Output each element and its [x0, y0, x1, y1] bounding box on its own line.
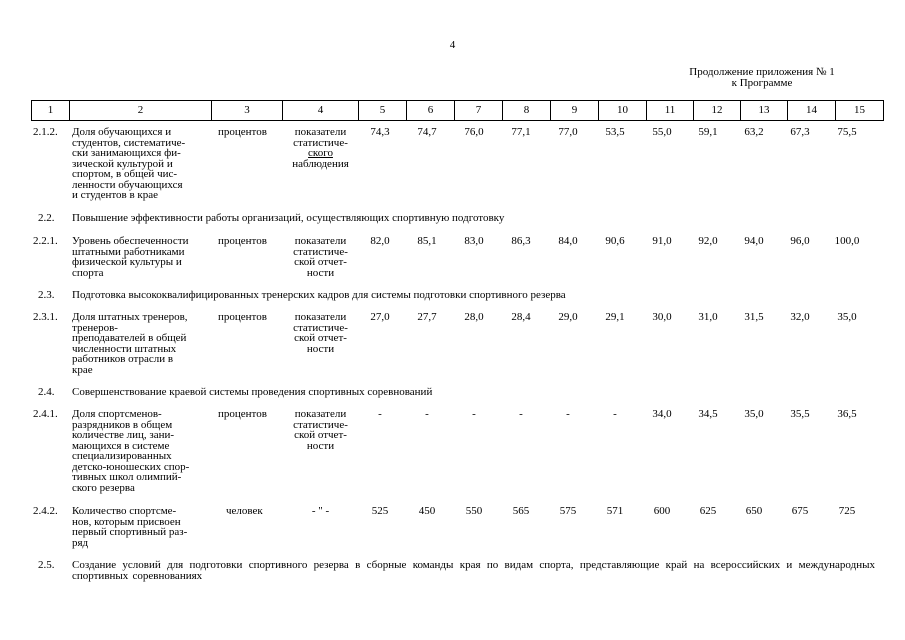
value-col-14: 35,5	[790, 408, 810, 420]
value-col-6: 74,7	[417, 126, 437, 138]
value-col-15: 100,0	[834, 235, 860, 247]
col-header-4: 4	[283, 101, 359, 121]
page-number: 4	[449, 39, 456, 51]
value-col-15: 35,0	[837, 311, 857, 323]
value-col-7: 550	[465, 505, 483, 517]
col-header-11: 11	[647, 101, 694, 121]
value-col-9: 575	[559, 505, 577, 517]
col-header-6: 6	[407, 101, 455, 121]
value-col-14: 67,3	[790, 126, 810, 138]
value-col-13: 63,2	[744, 126, 764, 138]
col-header-7: 7	[455, 101, 503, 121]
value-col-7: -	[472, 408, 476, 420]
value-col-14: 96,0	[790, 235, 810, 247]
value-col-13: 94,0	[744, 235, 764, 247]
value-col-5: 525	[371, 505, 389, 517]
unit: процентов	[218, 235, 267, 247]
value-col-10: -	[613, 408, 617, 420]
appendix-caption	[600, 67, 905, 89]
value-col-15: 36,5	[837, 408, 857, 420]
section-title: Создание условий для подготовки спортивного резерва в сборные команды края по видам спорта, представляющие край на всероссийских и международных спортивных соревнованиях	[72, 559, 875, 582]
value-col-11: 34,0	[652, 408, 672, 420]
value-col-5: 74,3	[370, 126, 390, 138]
value-col-12: 34,5	[698, 408, 718, 420]
col-header-10: 10	[599, 101, 647, 121]
appendix-line-2: к Программе	[731, 77, 793, 89]
value-col-8: 565	[512, 505, 530, 517]
value-col-11: 55,0	[652, 126, 672, 138]
value-col-7: 28,0	[464, 311, 484, 323]
value-col-13: 650	[745, 505, 763, 517]
col-header-9: 9	[551, 101, 599, 121]
value-col-8: 77,1	[511, 126, 531, 138]
value-col-8: 28,4	[511, 311, 531, 323]
value-col-12: 92,0	[698, 235, 718, 247]
value-col-9: -	[566, 408, 570, 420]
col-header-13: 13	[741, 101, 788, 121]
value-col-12: 625	[699, 505, 717, 517]
data-source: показатели статистиче- ской отчет- ности	[293, 235, 348, 279]
row-code: 2.3.1.	[33, 311, 58, 323]
col-header-2: 2	[70, 101, 212, 121]
value-col-10: 571	[606, 505, 624, 517]
col-header-8: 8	[503, 101, 551, 121]
value-col-7: 76,0	[464, 126, 484, 138]
section-code: 2.2.	[38, 212, 55, 224]
section-code: 2.3.	[38, 289, 55, 301]
indicator-name: Доля штатных тренеров, тренеров- преподавателей в общей численности штатных работников отрасли в крае	[72, 311, 188, 376]
col-header-5: 5	[359, 101, 407, 121]
indicator-name: Количество спортсме- нов, которым присвоен первый спортивный раз- ряд	[72, 505, 188, 549]
row-code: 2.2.1.	[33, 235, 58, 247]
value-col-12: 31,0	[698, 311, 718, 323]
section-title: Подготовка высококвалифицированных тренерских кадров для системы подготовки спортивного резерва	[72, 289, 566, 301]
data-source: показатели статистиче- ской отчет- ности	[293, 311, 348, 355]
value-col-8: -	[519, 408, 523, 420]
indicator-name: Доля обучающихся и студентов, систематиче- ски занимающихся фи- зической культурой и спортом, в общей чис- ленности обучающихся и студентов в крае	[72, 126, 186, 201]
value-col-6: -	[425, 408, 429, 420]
col-header-12: 12	[694, 101, 741, 121]
column-header-row	[32, 101, 884, 121]
indicator-name: Уровень обеспеченности штатными работниками физической культуры и спорта	[72, 235, 189, 279]
value-col-14: 32,0	[790, 311, 810, 323]
section-title: Повышение эффективности работы организаций, осуществляющих спортивную подготовку	[72, 212, 505, 224]
value-col-13: 31,5	[744, 311, 764, 323]
data-source: показатели статистиче- ской отчет- ности	[293, 408, 348, 452]
value-col-14: 675	[791, 505, 809, 517]
column-header-table	[31, 100, 884, 121]
value-col-9: 29,0	[558, 311, 578, 323]
section-code: 2.4.	[38, 386, 55, 398]
col-header-3: 3	[212, 101, 283, 121]
value-col-10: 90,6	[605, 235, 625, 247]
value-col-15: 725	[838, 505, 856, 517]
value-col-11: 91,0	[652, 235, 672, 247]
section-title: Совершенствование краевой системы проведения спортивных соревнований	[72, 386, 433, 398]
value-col-7: 83,0	[464, 235, 484, 247]
unit: человек	[226, 505, 263, 517]
value-col-12: 59,1	[698, 126, 718, 138]
section-code: 2.5.	[38, 559, 55, 571]
value-col-10: 53,5	[605, 126, 625, 138]
value-col-10: 29,1	[605, 311, 625, 323]
value-col-11: 600	[653, 505, 671, 517]
unit: процентов	[218, 311, 267, 323]
row-code: 2.4.2.	[33, 505, 58, 517]
col-header-1: 1	[32, 101, 70, 121]
appendix-line-1: Продолжение приложения № 1	[689, 66, 835, 78]
value-col-8: 86,3	[511, 235, 531, 247]
value-col-11: 30,0	[652, 311, 672, 323]
data-source: показатели статистиче- ского наблюдения	[292, 126, 349, 170]
col-header-15: 15	[836, 101, 884, 121]
value-col-6: 27,7	[417, 311, 437, 323]
unit: процентов	[218, 126, 267, 138]
indicator-name: Доля спортсменов- разрядников в общем количестве лиц, зани- мающихся в системе специализированных детско-юношеских спор- тивных школ олимпий- ского резерва	[72, 408, 190, 494]
row-code: 2.1.2.	[33, 126, 58, 138]
value-col-9: 77,0	[558, 126, 578, 138]
value-col-6: 450	[418, 505, 436, 517]
value-col-13: 35,0	[744, 408, 764, 420]
value-col-15: 75,5	[837, 126, 857, 138]
unit: процентов	[218, 408, 267, 420]
value-col-6: 85,1	[417, 235, 437, 247]
data-source: - " -	[311, 505, 330, 517]
value-col-9: 84,0	[558, 235, 578, 247]
value-col-5: -	[378, 408, 382, 420]
value-col-5: 82,0	[370, 235, 390, 247]
row-code: 2.4.1.	[33, 408, 58, 420]
value-col-5: 27,0	[370, 311, 390, 323]
col-header-14: 14	[788, 101, 836, 121]
